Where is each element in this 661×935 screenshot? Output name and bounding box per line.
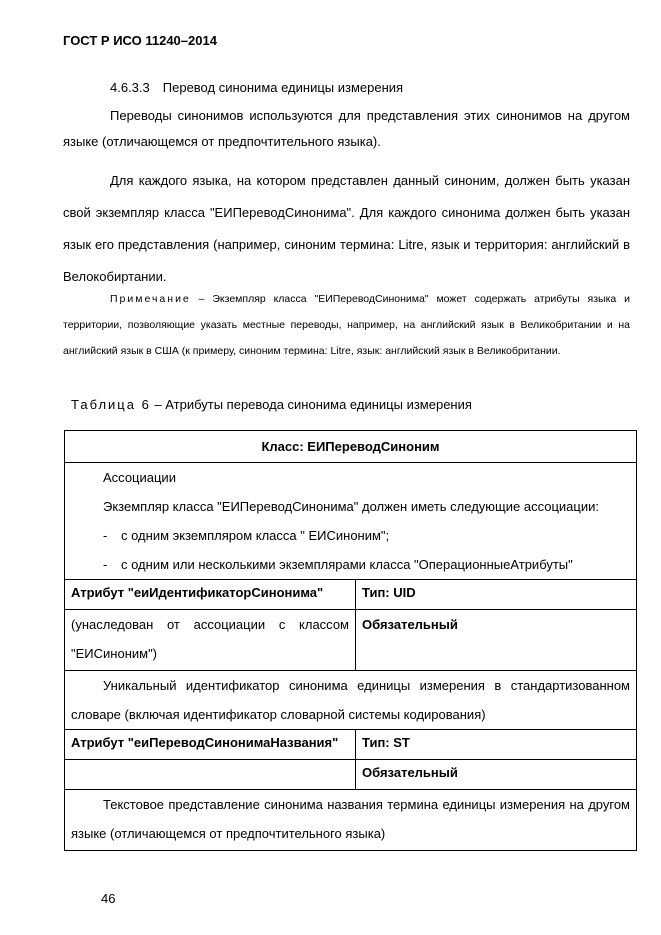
section-heading [110,75,630,101]
attribute-inheritance-cell [65,760,356,790]
table-row [65,760,637,790]
bullet: - [103,557,108,572]
attribute-description-cell: Текстовое представление синонима названия термина единицы измерения на другом языке (отличающемся от предпочтительного языка) [65,790,637,851]
table-row [65,671,637,730]
section-number: 4.6.3.3 [110,80,150,95]
bullet: - [103,528,108,543]
paragraph-2: Для каждого языка, на котором представлен данный синоним, должен быть указан свой экземпляр класса "ЕИПереводСинонима". Для каждого синонима должен быть указан язык его представления (например, синоним термина: Litre, язык и территория: английский в Велокобиртании. [63,173,630,284]
attribute-description-cell: Уникальный идентификатор синонима единицы измерения в стандартизованном словаре (включая идентификатор словарной системы кодирования) [65,671,637,730]
associations-intro: Экземпляр класса "ЕИПереводСинонима" должен иметь следующие ассоциации: [103,499,599,514]
attribute-name-cell: Атрибут "еиПереводСинонимаНазвания" [65,730,356,760]
table-caption-text: – Атрибуты перевода синонима единицы измерения [150,397,472,412]
paragraph-1: Переводы синонимов используются для представления этих синонимов на другом языке (отличающемся от предпочтительного языка). [63,108,630,149]
association-item: - с одним экземпляром класса " ЕИСиноним"; [103,521,630,550]
note [63,286,630,364]
class-header-cell: Класс: ЕИПереводСиноним [65,431,637,463]
table-row [65,730,637,760]
associations-title: Ассоциации [103,470,176,485]
attribute-type-cell: Тип: ST [356,730,637,760]
table-row [65,610,637,671]
note-label: Примечание [110,293,191,305]
attribute-obligation-cell: Обязательный [356,760,637,790]
table-caption-label: Таблица 6 [71,397,151,412]
attributes-table [64,430,637,851]
table-row [65,790,637,851]
attribute-name-cell: Атрибут "еиИдентификаторСинонима" [65,580,356,610]
attribute-type-cell: Тип: UID [356,580,637,610]
table-caption [71,397,472,412]
association-item: - с одним или несколькими экземплярами класса "ОперационныеАтрибуты" [103,550,630,579]
table-row [65,463,637,580]
page-number: 46 [101,891,116,906]
associations-cell [65,463,637,580]
table-row [65,431,637,463]
attribute-obligation-cell: Обязательный [356,610,637,671]
note-text: – Экземпляр класса "ЕИПереводСинонима" может содержать атрибуты языка и территории, позволяющие указать местные переводы, например, на английский язык в Великобритании и на английский язык в США (к примеру, синоним термина: Litre, язык: английский язык в Великобритании. [63,293,630,357]
attribute-inheritance-cell: (унаследован от ассоциации с классом "ЕИСиноним") [65,610,356,671]
document-header: ГОСТ Р ИСО 11240–2014 [63,33,217,48]
section-title: Перевод синонима единицы измерения [162,80,404,95]
table-row [65,580,637,610]
